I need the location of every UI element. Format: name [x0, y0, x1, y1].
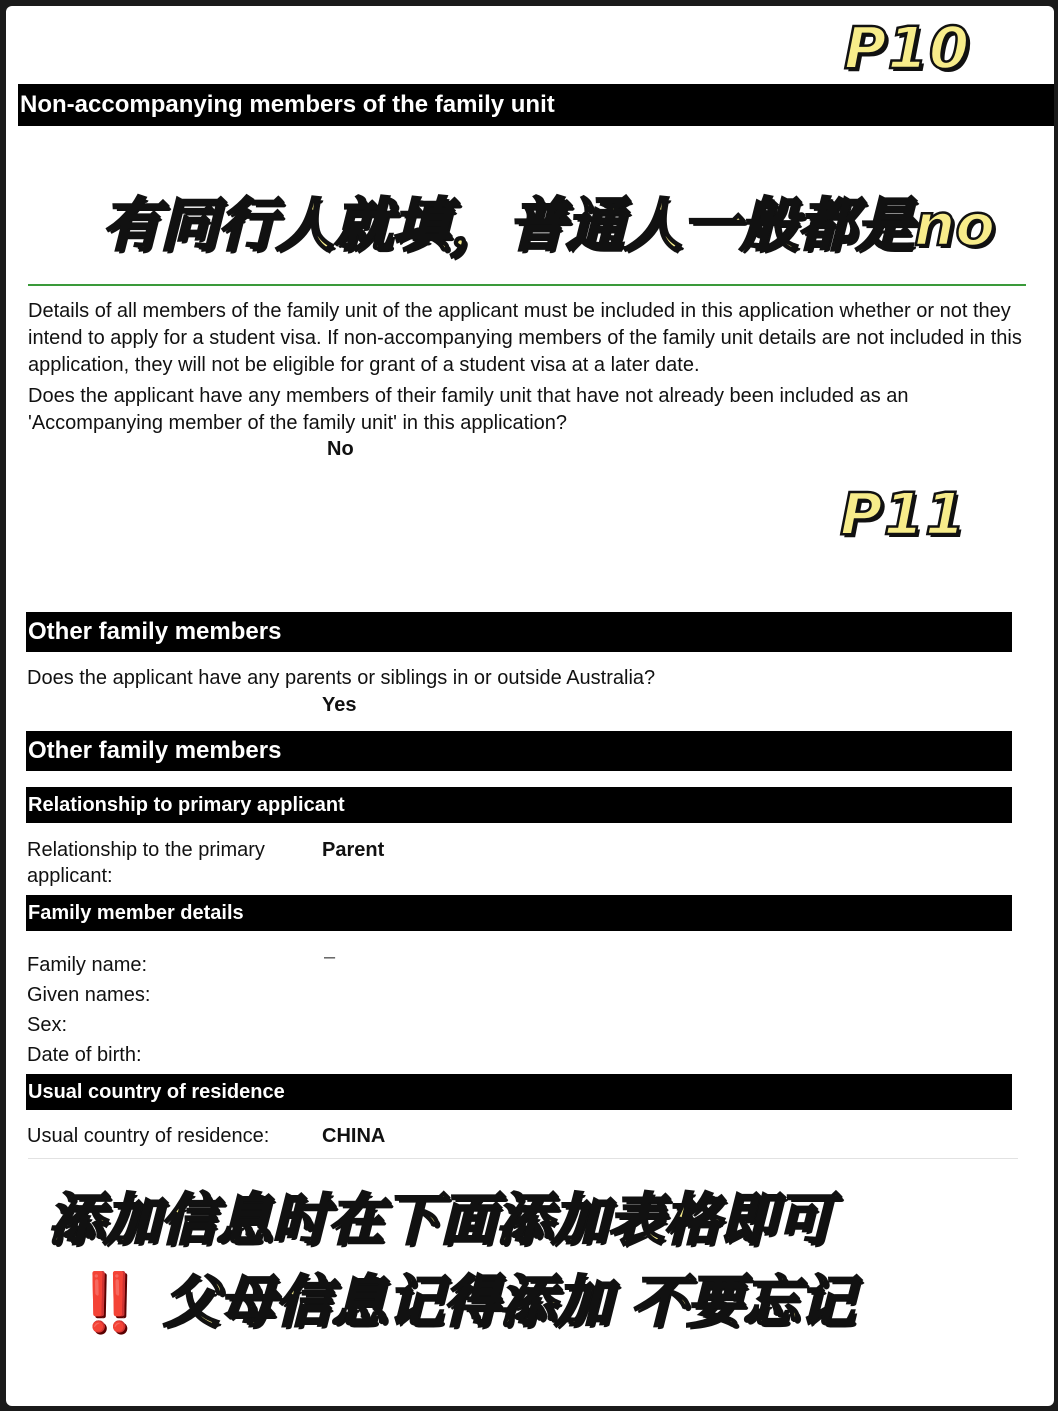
overlay-note-p10: 有同行人就填，普通人一般都是no [102, 191, 996, 259]
section-header-usual-country: Usual country of residence [26, 1074, 1012, 1110]
date-of-birth-label: Date of birth: [27, 1044, 142, 1066]
non-accompanying-answer: No [327, 438, 354, 460]
sex-label: Sex: [27, 1014, 68, 1036]
section-header-relationship: Relationship to primary applicant [26, 787, 1012, 823]
usual-country-value: CHINA [322, 1125, 386, 1147]
given-names-label: Given names: [27, 984, 151, 1006]
double-exclamation-icon: ‼️ [74, 1270, 144, 1335]
document-page [6, 6, 1054, 1406]
overlay-note-parents-text: 父母信息记得添加 不要忘记 [163, 1270, 855, 1335]
relationship-value: Parent [322, 839, 385, 861]
family-name-label: Family name: [27, 954, 148, 976]
section-header-family-member-details: Family member details [26, 895, 1012, 931]
section-header-other-family-2: Other family members [26, 731, 1012, 771]
family-name-value: – [324, 946, 336, 968]
overlay-note-parents [74, 1258, 855, 1338]
section-header-other-family: Other family members [26, 612, 1012, 652]
page-label-p10: P10 [844, 14, 971, 82]
relationship-label: Relationship to the primary applicant: [27, 839, 265, 887]
overlay-note-add-table: 添加信息时在下面添加表格即可 [48, 1188, 832, 1253]
section-header-non-accompanying: Non-accompanying members of the family unit [18, 84, 1054, 126]
page-label-p11: P11 [840, 480, 967, 548]
parents-siblings-question: Does the applicant have any parents or siblings in or outside Australia? [27, 667, 656, 689]
bottom-rule [28, 1158, 1018, 1159]
non-accompanying-question: Does the applicant have any members of their family unit that have not already been included as an 'Accompanying member of the family unit' in this application? [28, 385, 909, 434]
usual-country-label: Usual country of residence: [27, 1125, 270, 1147]
details-paragraph: Details of all members of the family unit of the applicant must be included in this application whether or not they intend to apply for a student visa. If non-accompanying members of the family unit details are not included in this application, they will not be eligible for grant of a student visa at a later date. [28, 300, 1022, 376]
parents-siblings-answer: Yes [322, 694, 357, 716]
divider-rule [28, 284, 1026, 286]
